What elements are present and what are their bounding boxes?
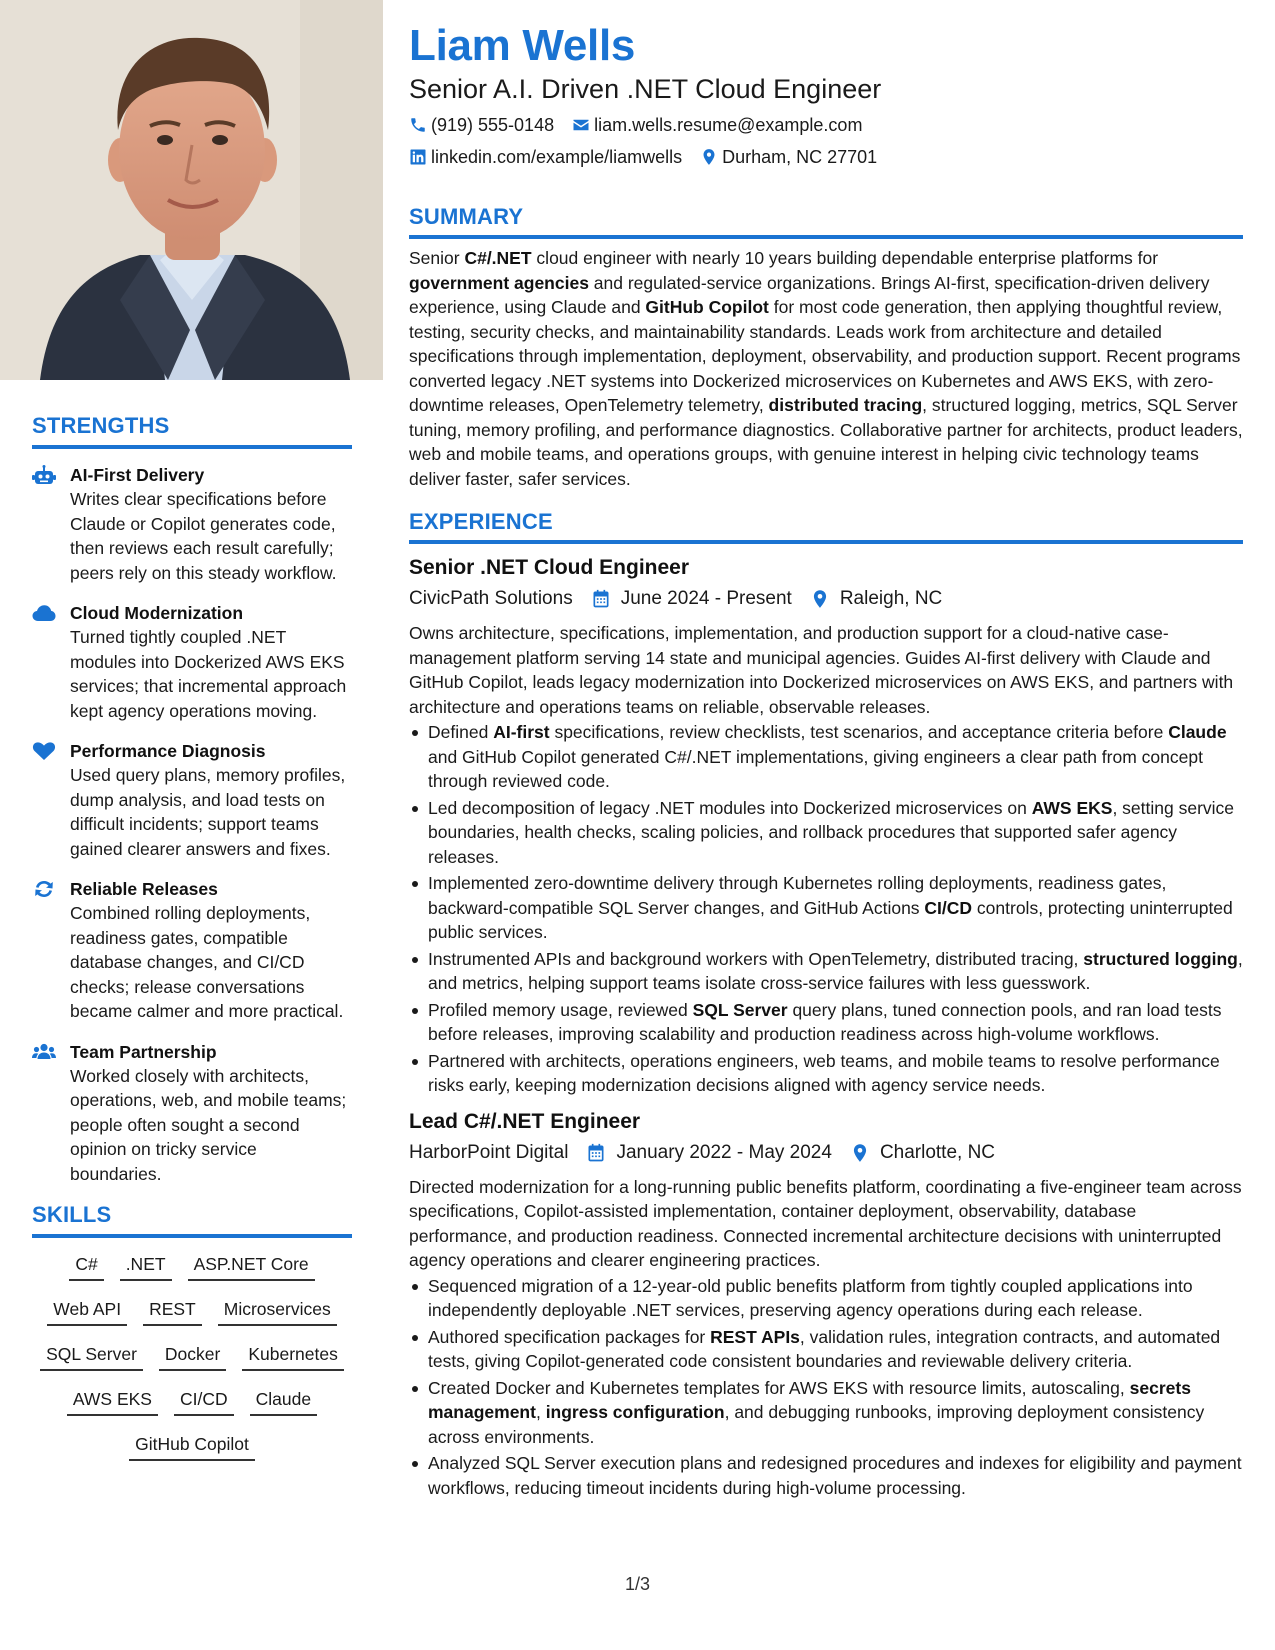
phone-text: (919) 555-0148 bbox=[431, 115, 555, 135]
bold-text: distributed tracing bbox=[768, 395, 923, 415]
bold-text: government agencies bbox=[409, 272, 589, 293]
skill-tag: GitHub Copilot bbox=[129, 1430, 255, 1461]
contact-row bbox=[409, 112, 1243, 138]
bullet-item bbox=[409, 1376, 1243, 1450]
bullet-item bbox=[409, 1049, 1243, 1098]
linkedin-icon bbox=[409, 148, 427, 166]
strength-title: Team Partnership bbox=[70, 1041, 217, 1062]
experience-heading: EXPERIENCE bbox=[409, 509, 553, 534]
bold-text: REST APIs bbox=[710, 1326, 800, 1347]
right-column bbox=[409, 20, 1243, 1502]
section-divider bbox=[32, 1234, 352, 1238]
job-title: Senior .NET Cloud Engineer bbox=[409, 556, 690, 579]
heart-icon bbox=[32, 739, 70, 861]
strengths-list bbox=[32, 463, 352, 1186]
text-run: , and debugging runbooks, improving deployment consistency across environments. bbox=[428, 1402, 1205, 1447]
summary-heading: SUMMARY bbox=[409, 204, 524, 229]
sync-icon bbox=[32, 877, 70, 1024]
skill-tag: SQL Server bbox=[40, 1340, 143, 1371]
bold-text: GitHub Copilot bbox=[645, 297, 769, 317]
strengths-heading: STRENGTHS bbox=[32, 413, 170, 438]
text-run: for most code generation, then applying thoughtful review, testing, security checks, and maintainability standards. Leads work from architecture and detailed specifications through implementation, deployment, observability, and production support. Recent programs converted legacy .NET systems into Dockerized microservices on Kubernetes and AWS EKS, with zero-downtime releases, OpenTelemetry telemetry, bbox=[409, 297, 1241, 415]
strength-title: Cloud Modernization bbox=[70, 603, 244, 623]
strength-text: Turned tightly coupled .NET modules into Dockerized AWS EKS services; that incremental approach kept agency operations moving. bbox=[70, 627, 347, 721]
text-run: Implemented zero-downtime delivery through Kubernetes rolling deployments, readiness gates, backward-compatible SQL Server changes, and GitHub Actions bbox=[428, 873, 1167, 918]
experience-section bbox=[409, 509, 1243, 1500]
bullet-item bbox=[409, 1325, 1243, 1374]
section-divider bbox=[409, 235, 1243, 239]
strength-item bbox=[32, 739, 352, 861]
job-meta bbox=[409, 1139, 1243, 1167]
strengths-section bbox=[32, 413, 352, 1186]
skill-tag: ASP.NET Core bbox=[188, 1250, 315, 1281]
robot-icon bbox=[32, 463, 70, 585]
skill-tag: .NET bbox=[120, 1250, 172, 1281]
bold-text: AWS EKS bbox=[1031, 797, 1113, 818]
job-dates-text: January 2022 - May 2024 bbox=[616, 1141, 832, 1163]
bullet-item bbox=[409, 720, 1243, 794]
job-location-text: Charlotte, NC bbox=[879, 1141, 996, 1163]
envelope-icon bbox=[572, 116, 590, 134]
bold-text: SQL Server bbox=[692, 999, 788, 1020]
bold-text: C#/.NET bbox=[464, 248, 532, 268]
summary-section bbox=[409, 204, 1243, 491]
job-description: Directed modernization for a long-running public benefits platform, coordinating a five-engineer team across specifications, Copilot-assisted implementation, container deployment, observability, database performance, and production readiness. Connected incremental architecture decisions with uninterrupted agency operations and clearer engineering practices. bbox=[409, 1176, 1242, 1270]
text-run: , bbox=[535, 1402, 546, 1422]
phone-icon bbox=[409, 116, 427, 134]
job-dates bbox=[586, 1139, 831, 1167]
job-location bbox=[810, 585, 942, 613]
left-content bbox=[32, 413, 352, 1461]
bullet-item bbox=[409, 871, 1243, 945]
skill-tag: AWS EKS bbox=[67, 1385, 158, 1416]
summary-text bbox=[409, 246, 1243, 491]
bullet-item bbox=[409, 796, 1243, 870]
text-run: cloud engineer with nearly 10 years building dependable enterprise platforms for bbox=[531, 248, 1159, 268]
text-run: , validation rules, integration contracts, and automated tests, giving Copilot-generated code consistent boundaries and reviewable delivery criteria. bbox=[428, 1326, 1221, 1371]
job-title: Lead C#/.NET Engineer bbox=[409, 1109, 641, 1133]
skills-heading: SKILLS bbox=[32, 1202, 112, 1227]
job-meta bbox=[409, 585, 1243, 613]
section-divider bbox=[409, 540, 1243, 544]
strength-title: Performance Diagnosis bbox=[70, 741, 266, 761]
email-text: liam.wells.resume@example.com bbox=[594, 115, 863, 135]
skill-tag: C# bbox=[69, 1250, 103, 1281]
profile-photo-illustration bbox=[0, 0, 383, 380]
skill-tag: Kubernetes bbox=[242, 1340, 344, 1371]
bold-text: structured logging bbox=[1083, 948, 1238, 969]
candidate-name: Liam Wells bbox=[409, 21, 636, 70]
map-pin-icon bbox=[810, 589, 830, 609]
text-run: Senior bbox=[409, 248, 465, 268]
bullet-item bbox=[409, 1274, 1243, 1323]
company-name: CivicPath Solutions bbox=[409, 588, 573, 609]
bold-text: secrets management bbox=[428, 1377, 1191, 1422]
skill-tag: Microservices bbox=[218, 1295, 337, 1326]
text-run: , setting service boundaries, health checks, scaling policies, and rollback procedures that supported safer agency releases. bbox=[428, 797, 1235, 867]
bullet-item bbox=[409, 1451, 1243, 1500]
strength-text: Combined rolling deployments, readiness gates, compatible database changes, and CI/CD checks; release conversations became calmer and more practical. bbox=[70, 903, 344, 1021]
text-run: specifications, review checklists, test scenarios, and acceptance criteria before bbox=[549, 722, 1169, 742]
bullet-item bbox=[409, 947, 1243, 996]
text-run: query plans, tuned connection pools, and ran load tests before releases, improving scalability and production readiness across high-volume workflows. bbox=[428, 999, 1222, 1044]
location-contact bbox=[700, 144, 877, 170]
phone-contact[interactable] bbox=[409, 112, 554, 138]
bold-text: AI-first bbox=[493, 722, 550, 742]
job-dates bbox=[591, 585, 792, 613]
candidate-role: Senior A.I. Driven .NET Cloud Engineer bbox=[409, 74, 882, 104]
bold-text: CI/CD bbox=[924, 897, 973, 918]
text-run: Authored specification packages for bbox=[428, 1326, 711, 1347]
text-run: Partnered with architects, operations engineers, web teams, and mobile teams to resolve performance risks early, keeping modernization decisions aligned with agency service needs. bbox=[428, 1050, 1220, 1095]
text-run: , and metrics, helping support teams isolate cross-service failures with less guesswork. bbox=[428, 948, 1243, 993]
page-number: 1/3 bbox=[624, 1574, 651, 1594]
company-name: HarborPoint Digital bbox=[409, 1141, 569, 1163]
strength-title: AI-First Delivery bbox=[70, 465, 205, 485]
strength-item bbox=[32, 1040, 352, 1187]
bullet-item bbox=[409, 998, 1243, 1047]
job-location-text: Raleigh, NC bbox=[839, 588, 943, 609]
bold-text: Claude bbox=[1168, 722, 1227, 742]
job-bullets bbox=[409, 1274, 1243, 1501]
left-column bbox=[0, 0, 383, 1650]
skills-list bbox=[32, 1250, 352, 1461]
bold-text: ingress configuration bbox=[545, 1402, 725, 1422]
job-location bbox=[850, 1139, 995, 1167]
linkedin-text: linkedin.com/example/liamwells bbox=[431, 147, 683, 167]
skill-tag: CI/CD bbox=[174, 1385, 234, 1416]
job-entry bbox=[409, 554, 1243, 1098]
text-run: Sequenced migration of a 12-year-old public benefits platform from tightly coupled applications into independently deployable .NET services, preserving agency operations during each release. bbox=[428, 1275, 1193, 1320]
users-icon bbox=[32, 1040, 70, 1187]
skills-section bbox=[32, 1202, 352, 1461]
text-run: and regulated-service organizations. Brings AI-first, specification-driven delivery experience, using Claude and bbox=[409, 272, 1210, 317]
job-bullets bbox=[409, 720, 1243, 1098]
strength-text: Writes clear specifications before Claude or Copilot generates code, then reviews each result carefully; peers rely on this steady workflow. bbox=[70, 489, 337, 583]
strength-text: Used query plans, memory profiles, dump analysis, and load tests on difficult incidents; support teams gained clearer answers and fixes. bbox=[70, 765, 346, 859]
text-run: Instrumented APIs and background workers with OpenTelemetry, distributed tracing, bbox=[428, 948, 1084, 969]
section-divider bbox=[32, 445, 352, 449]
strength-item bbox=[32, 877, 352, 1024]
skill-tag: Web API bbox=[47, 1295, 127, 1326]
text-run: Analyzed SQL Server execution plans and redesigned procedures and indexes for eligibility and payment workflows, reducing timeout incidents during high-volume processing. bbox=[428, 1453, 1242, 1498]
job-entry bbox=[409, 1108, 1243, 1501]
text-run: and GitHub Copilot generated C#/.NET implementations, giving engineers a clear path from concept through reviewed code. bbox=[428, 746, 1203, 791]
job-description: Owns architecture, specifications, implementation, and production support for a cloud-native case-management platform serving 14 state and municipal agencies. Guides AI-first delivery with Claude and GitHub Copilot, leads legacy modernization into Dockerized microservices on AWS EKS, and partners with architecture and operations teams on reliable, observable releases. bbox=[409, 623, 1234, 717]
strength-item bbox=[32, 601, 352, 723]
map-pin-icon bbox=[850, 1143, 870, 1163]
text-run: controls, protecting uninterrupted public services. bbox=[428, 897, 1233, 942]
text-run: Profiled memory usage, reviewed bbox=[428, 999, 693, 1020]
text-run: Created Docker and Kubernetes templates for AWS EKS with resource limits, autoscaling, bbox=[428, 1377, 1130, 1398]
profile-photo bbox=[0, 0, 383, 380]
contact-row bbox=[409, 144, 1243, 170]
text-run: Led decomposition of legacy .NET modules into Dockerized microservices on bbox=[428, 797, 1032, 818]
job-dates-text: June 2024 - Present bbox=[620, 588, 792, 609]
email-contact[interactable] bbox=[572, 112, 862, 138]
skill-tag: Docker bbox=[159, 1340, 226, 1371]
cloud-icon bbox=[32, 601, 70, 723]
location-text: Durham, NC 27701 bbox=[722, 147, 878, 167]
strength-title: Reliable Releases bbox=[70, 879, 218, 899]
strength-text: Worked closely with architects, operations, web, and mobile teams; people often sought a second opinion on tricky service boundaries. bbox=[70, 1065, 347, 1184]
skill-tag: Claude bbox=[250, 1385, 317, 1416]
linkedin-contact[interactable] bbox=[409, 144, 682, 170]
text-run: Defined bbox=[428, 722, 494, 742]
text-run: , structured logging, metrics, SQL Server tuning, memory profiling, and performance diagnostics. Collaborative partner for architects, product leaders, web and mobile teams, and operations groups, with genuine interest in helping civic technology teams deliver faster, safer services. bbox=[409, 395, 1243, 489]
strength-item bbox=[32, 463, 352, 585]
calendar-icon bbox=[591, 589, 611, 609]
map-pin-icon bbox=[700, 148, 718, 166]
calendar-icon bbox=[586, 1143, 606, 1163]
skill-tag: REST bbox=[143, 1295, 202, 1326]
